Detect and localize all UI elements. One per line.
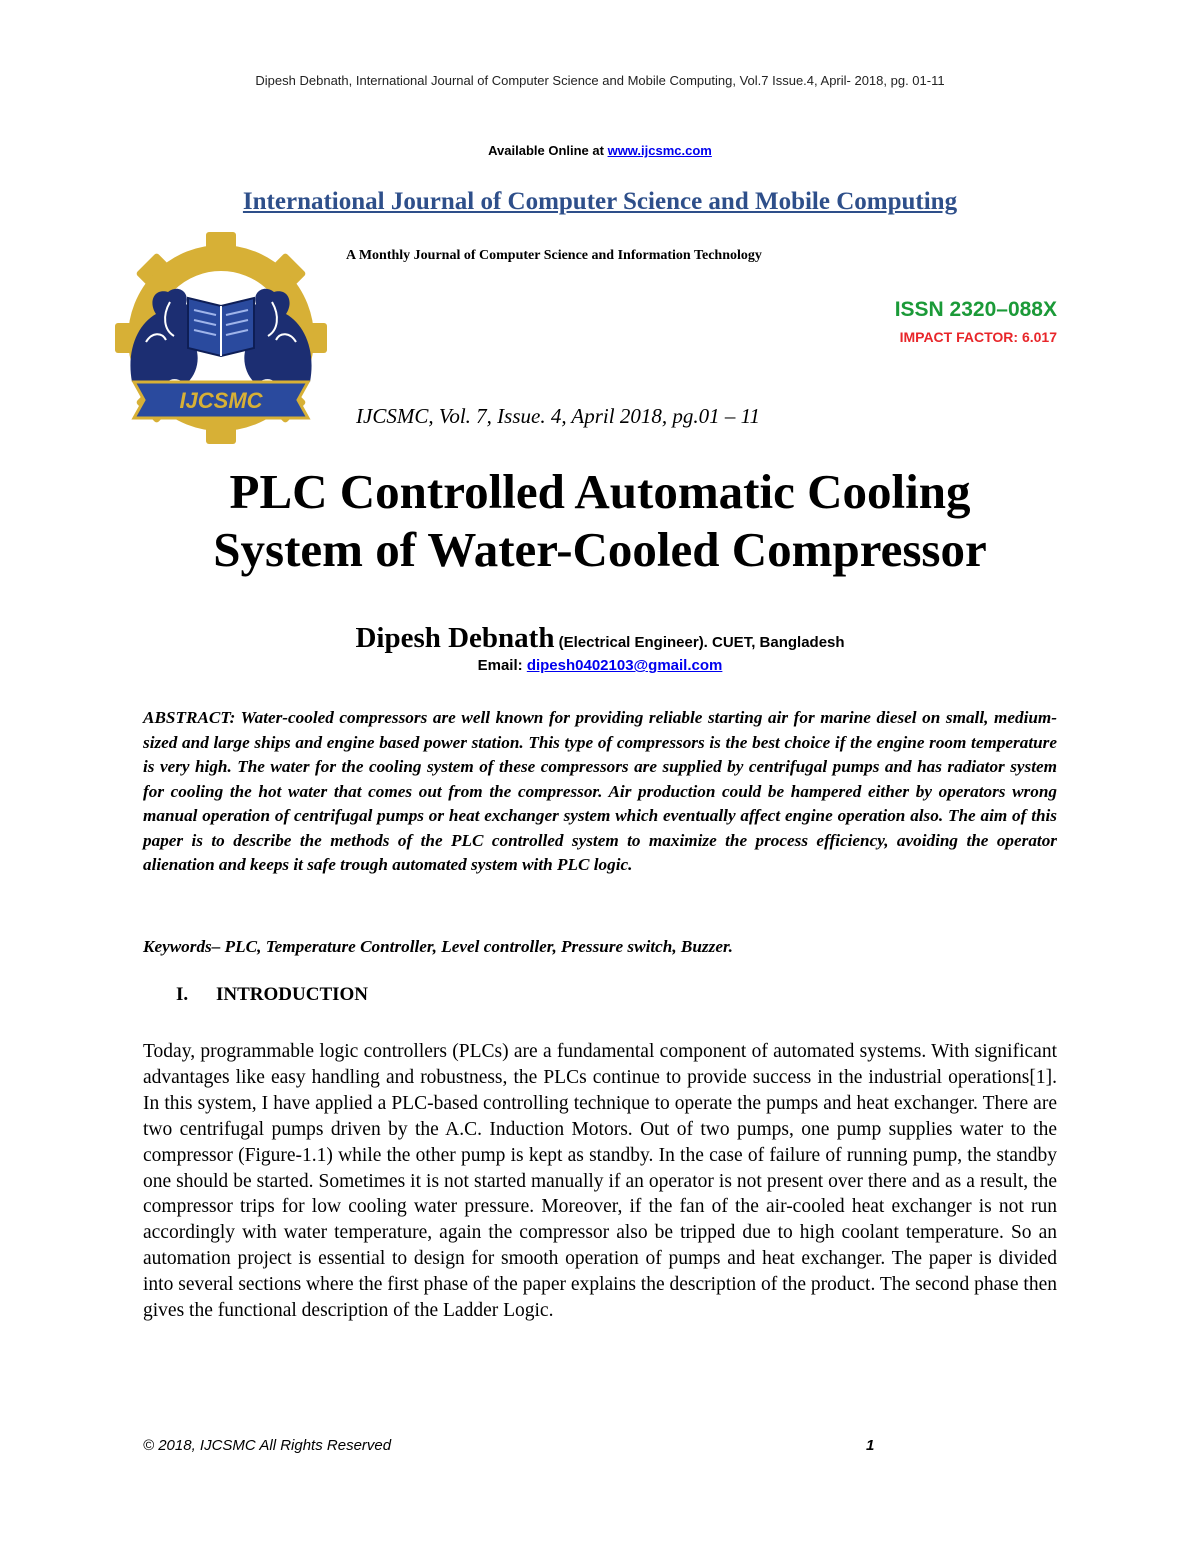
paper-title-line-2: System of Water-Cooled Compressor xyxy=(213,522,987,577)
journal-name[interactable]: International Journal of Computer Science and Mobile Computing xyxy=(242,188,958,215)
section-number: I. xyxy=(176,984,189,1005)
logo-text: IJCSMC xyxy=(179,388,263,413)
logo-banner xyxy=(134,382,308,418)
running-header: Dipesh Debnath, International Journal of Computer Science and Mobile Computing, Vol.7 Issue.4, April- 2018, pg. 01-11 xyxy=(255,73,945,88)
introduction-body: Today, programmable logic controllers (PLCs) are a fundamental component of automated systems. With significant advantages like easy handling and robustness, the PLCs continue to provide success in the industrial operations[1]. In this system, I have applied a PLC-based controlling technique to operate the pumps and heat exchanger. There are two centrifugal pumps driven by the A.C. Induction Motors. Out of two pumps, one pump supplies water to the compressor (Figure-1.1) while the other pump is kept as standby. In the case of failure of running pump, the standby one should be started. Sometimes it is not started manually if an operator is not present over there and as a result, the compressor trips for low cooling water pressure. Moreover, if the fan of the air-cooled heat exchanger is not run accordingly with water temperature, again the compressor also be tripped due to high coolant temperature. So an automation project is essential to design for smooth operation of pumps and heat exchanger. The paper is divided into several sections where the first phase of the paper explains the description of the product. The second phase then gives the functional description of the Ladder Logic. xyxy=(143,1041,1057,1322)
issue-citation: IJCSMC, Vol. 7, Issue. 4, April 2018, pg.01 – 11 xyxy=(356,404,761,428)
email-line xyxy=(0,657,1200,674)
section-title: INTRODUCTION xyxy=(216,984,369,1005)
journal-logo xyxy=(112,232,330,444)
paper-title xyxy=(0,463,1200,579)
available-prefix: Available Online at xyxy=(488,143,608,158)
author-line xyxy=(0,622,1200,655)
abstract-text: ABSTRACT: Water-cooled compressors are well known for providing reliable starting air for marine diesel on small, medium-sized and large ships and engine based power station. This type of compressors is the best choice if the engine room temperature is very high. The water for the cooling system of these compressors are supplied by centrifugal pumps and has radiator system for cooling the hot water that comes out from the compressor. Air production could be hampered either by operators wrong manual operation of centrifugal pumps or heat exchanger system which eventually affect engine operation also. The aim of this paper is to describe the methods of the PLC controlled system to maximize the process efficiency, avoiding the operator alienation and keeps it safe trough automated system with PLC logic. xyxy=(143,708,1057,874)
impact-factor-label: IMPACT FACTOR: 6.017 xyxy=(899,329,1057,345)
keywords-text: Keywords– PLC, Temperature Controller, Level controller, Pressure switch, Buzzer. xyxy=(143,937,733,956)
author-name: Dipesh Debnath xyxy=(355,622,555,654)
introduction-heading xyxy=(176,984,368,1006)
footer-copyright: © 2018, IJCSMC All Rights Reserved xyxy=(143,1437,392,1454)
footer-page-number: 1 xyxy=(866,1437,875,1454)
issn-label: ISSN 2320–088X xyxy=(894,298,1057,321)
author-email-link[interactable]: dipesh0402103@gmail.com xyxy=(526,657,723,674)
email-label: Email: xyxy=(477,657,527,674)
journal-website-link[interactable]: www.ijcsmc.com xyxy=(607,143,712,158)
paper-title-line-1: PLC Controlled Automatic Cooling xyxy=(229,464,971,519)
available-online-line xyxy=(0,143,1200,158)
book-icon xyxy=(188,298,254,356)
author-affiliation: (Electrical Engineer). CUET, Bangladesh xyxy=(554,634,845,651)
journal-tagline: A Monthly Journal of Computer Science and Information Technology xyxy=(346,248,762,263)
